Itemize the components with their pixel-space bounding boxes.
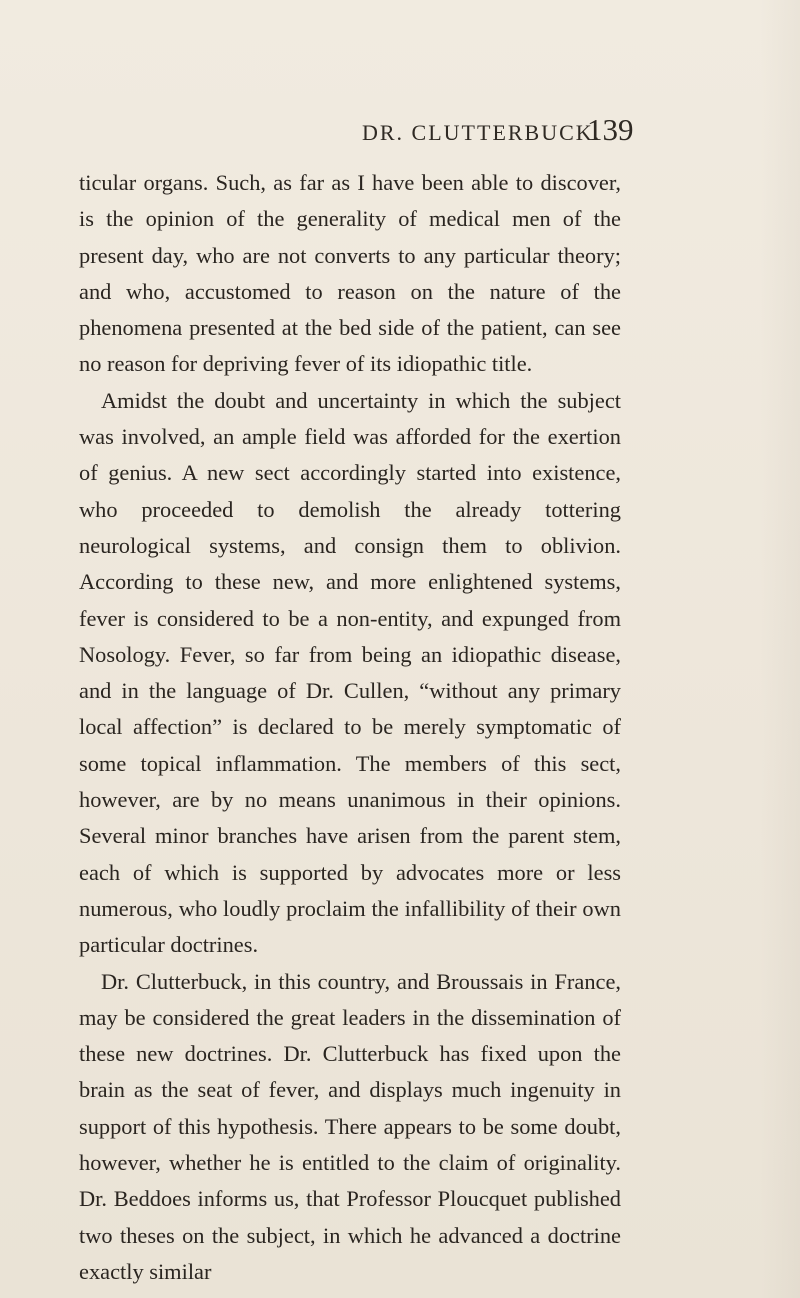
page-number: 139	[587, 112, 634, 147]
page-edge-shadow	[760, 0, 800, 1298]
paragraph-3: Dr. Clutterbuck, in this country, and Broussais in France, may be considered the great leaders in the dissemination of these new doctrines. Dr. Clutterbuck has fixed upon the brain as the seat of fever, and displays much ingenuity in support of this hypothesis. There appears to be some doubt, however, whether he is entitled to the claim of originality. Dr. Beddoes informs us, that Professor Ploucquet published two theses on the subject, in which he advanced a doctrine exactly similar	[79, 968, 621, 1284]
paragraph-2: Amidst the doubt and uncertainty in which the subject was involved, an ample field was afforded for the exertion of genius. A new sect accordingly started into existence, who proceeded to demolish the already tottering neurological systems, and consign them to oblivion. According to these new, and more enlightened systems, fever is considered to be a non-entity, and expunged from Nosology. Fever, so far from being an idiopathic disease, and in the language of Dr. Cullen, “without any primary local affection” is declared to be merely symptomatic of some topical inflammation. The members of this sect, however, are by no means unanimous in their opinions. Several minor branches have arisen from the parent stem, each of which is supported by advocates more or less numerous, who loudly proclaim the infallibility of their own particular doctrines.	[79, 387, 621, 958]
running-head: DR. CLUTTERBUCK.	[362, 120, 602, 145]
paragraph-1: ticular organs. Such, as far as I have been able to discover, is the opinion of the generality of medical men of the present day, who are not converts to any particular theory; and who, accustomed to reason on the nature of the phenomena presented at the bed side of the patient, can see no reason for depriving fever of its idiopathic title.	[79, 170, 621, 377]
page-header	[0, 112, 800, 152]
body-text	[79, 165, 621, 1290]
